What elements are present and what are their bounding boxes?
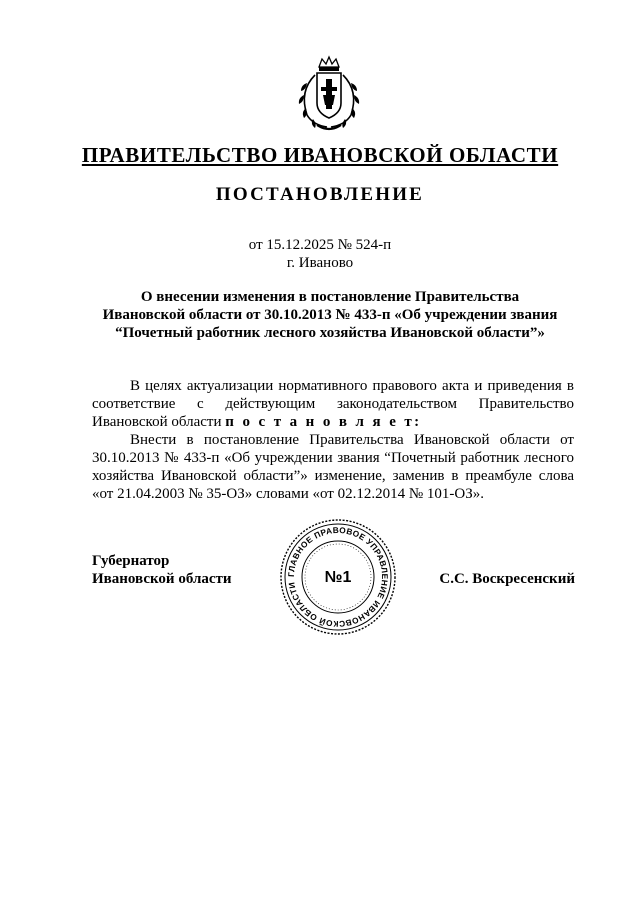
resolves-word: п о с т а н о в л я е т: [225, 414, 415, 430]
heading-line-3: “Почетный работник лесного хозяйства Ивановской области”»: [115, 325, 545, 341]
document-body: [92, 377, 574, 503]
seal-number: №1: [324, 569, 352, 586]
document-heading: [80, 288, 580, 342]
document-meta: [0, 236, 640, 272]
document-date-number: от 15.12.2025 № 524-п: [248, 237, 392, 253]
heading-line-1: О внесении изменения в постановление Правительства: [140, 289, 520, 305]
seal-ring-text-path: ГЛАВНОЕ ПРАВОВОЕ УПРАВЛЕНИЕ ИВАНОВСКОЙ ОБЛАСТИ: [285, 524, 391, 630]
preamble-text: В целях актуализации нормативного правового акта и приведения в соответствие с действующим законодательством Правительство Ивановской области: [92, 378, 574, 430]
body-paragraph-operative: Внести в постановление Правительства Ивановской области от 30.10.2013 № 433-п «Об учреждении звания “Почетный работник лесного хозяйства Ивановской области”» изменение, заменив в преамбуле слова «от 21.04.2003 № 35-ОЗ» словами «от 02.12.2014 № 101-ОЗ».: [92, 432, 574, 502]
signatory-position-line-1: Губернатор: [92, 553, 170, 569]
round-seal-icon: [278, 517, 398, 637]
coat-of-arms-icon: [293, 55, 365, 133]
resolves-colon: :: [414, 414, 422, 430]
heading-line-2: Ивановской области от 30.10.2013 № 433-п «Об учреждении звания: [102, 307, 558, 323]
signatory-position-line-2: Ивановской области: [92, 571, 232, 587]
organization-title: ПРАВИТЕЛЬСТВО ИВАНОВСКОЙ ОБЛАСТИ: [81, 143, 559, 167]
signatory-position: [92, 552, 232, 588]
document-type: ПОСТАНОВЛЕНИЕ: [215, 184, 425, 205]
document-city: г. Иваново: [286, 255, 354, 271]
signatory-name: С.С. Воскресенский: [439, 571, 575, 587]
body-paragraph-preamble: [92, 377, 574, 431]
